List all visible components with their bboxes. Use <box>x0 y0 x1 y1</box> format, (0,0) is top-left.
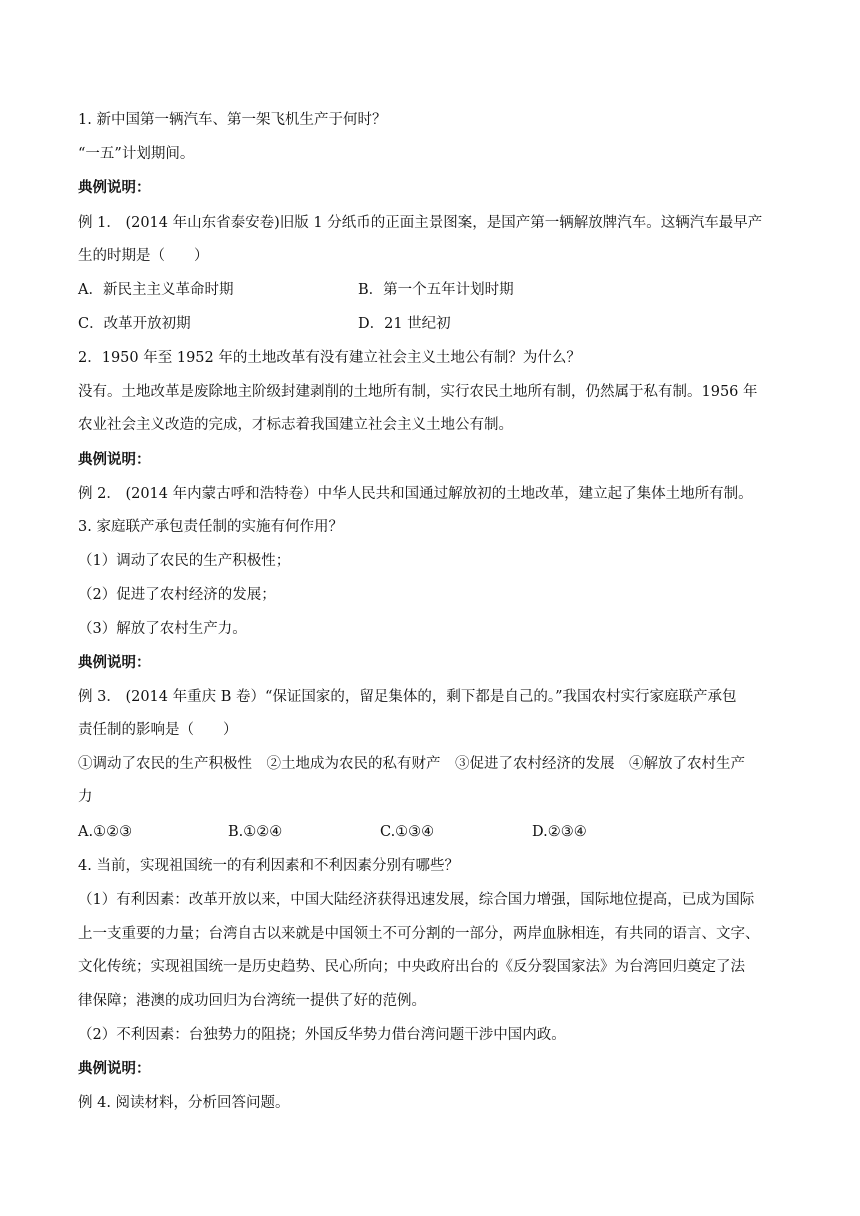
answer-2-line-2: 农业社会主义改造的完成，才标志着我国建立社会主义土地公有制。 <box>78 417 513 433</box>
question-4: 4. 当前，实现祖国统一的有利因素和不利因素分别有哪些？ <box>78 858 459 874</box>
example-3-statements-line-1: ①调动了农民的生产积极性 ②土地成为农民的私有财产 ③促进了农村经济的发展 ④解放了农村生产 <box>78 756 745 772</box>
answer-4-favorable-line-2: 上一支重要的力量；台湾自古以来就是中国领土不可分割的一部分，两岸血脉相连，有共同的语言、文字、 <box>78 926 760 942</box>
question-3: 3. 家庭联产承包责任制的实施有何作用？ <box>78 519 343 535</box>
answer-4-favorable-line-1: （1）有利因素：改革开放以来，中国大陆经济获得迅速发展，综合国力增强，国际地位提高，已成为国际 <box>78 892 755 908</box>
option-d: D.②③④ <box>532 824 587 840</box>
question-1: 1. 新中国第一辆汽车、第一架飞机生产于何时？ <box>78 112 387 128</box>
example-heading: 典例说明： <box>78 180 151 196</box>
option-b: B．第一个五年计划时期 <box>358 282 514 298</box>
example-4-line-1: 例 4. 阅读材料，分析回答问题。 <box>78 1095 290 1111</box>
answer-2-line-1: 没有。土地改革是废除地主阶级封建剥削的土地所有制，实行农民土地所有制，仍然属于私有制。1956 年 <box>78 384 758 400</box>
option-c: C．改革开放初期 <box>78 316 191 332</box>
answer-4-unfavorable: （2）不利因素：台独势力的阻挠；外国反华势力借台湾问题干涉中国内政。 <box>78 1027 566 1043</box>
answer-4-favorable-line-3: 文化传统；实现祖国统一是历史趋势、民心所向；中央政府出台的《反分裂国家法》为台湾回归奠定了法 <box>78 959 745 975</box>
answer-3-point-3: （3）解放了农村生产力。 <box>78 621 247 637</box>
option-a: A．新民主主义革命时期 <box>78 282 234 298</box>
example-2-line-1: 例 2． (2014 年内蒙古呼和浩特卷）中华人民共和国通过解放初的土地改革，建立起了集体土地所有制。 <box>78 486 753 502</box>
option-b: B.①②④ <box>228 824 283 840</box>
example-3-line-2: 责任制的影响是（ ） <box>78 722 238 738</box>
option-d: D．21 世纪初 <box>358 316 451 332</box>
answer-3-point-2: （2）促进了农村经济的发展； <box>78 587 276 603</box>
answer-3-point-1: （1）调动了农民的生产积极性； <box>78 553 291 569</box>
example-3-statements-line-2: 力 <box>78 789 93 805</box>
example-heading: 典例说明： <box>78 452 151 468</box>
answer-4-favorable-line-4: 律保障；港澳的成功回归为台湾统一提供了好的范例。 <box>78 993 426 1009</box>
example-1-line-1: 例 1． (2014 年山东省泰安卷)旧版 1 分纸币的正面主景图案，是国产第一辆解放牌汽车。这辆汽车最早产 <box>78 215 763 231</box>
example-heading: 典例说明： <box>78 655 151 671</box>
option-c: C.①③④ <box>380 824 435 840</box>
option-a: A.①②③ <box>78 824 133 840</box>
question-2: 2．1950 年至 1952 年的土地改革有没有建立社会主义土地公有制？为什么？ <box>78 350 581 366</box>
example-1-line-2: 生的时期是（ ） <box>78 248 209 264</box>
example-3-line-1: 例 3． (2014 年重庆 B 卷）“保证国家的，留足集体的，剩下都是自己的。”我国农村实行家庭联产承包 <box>78 689 737 705</box>
answer-1: “一五”计划期间。 <box>78 146 195 162</box>
example-heading: 典例说明： <box>78 1061 151 1077</box>
